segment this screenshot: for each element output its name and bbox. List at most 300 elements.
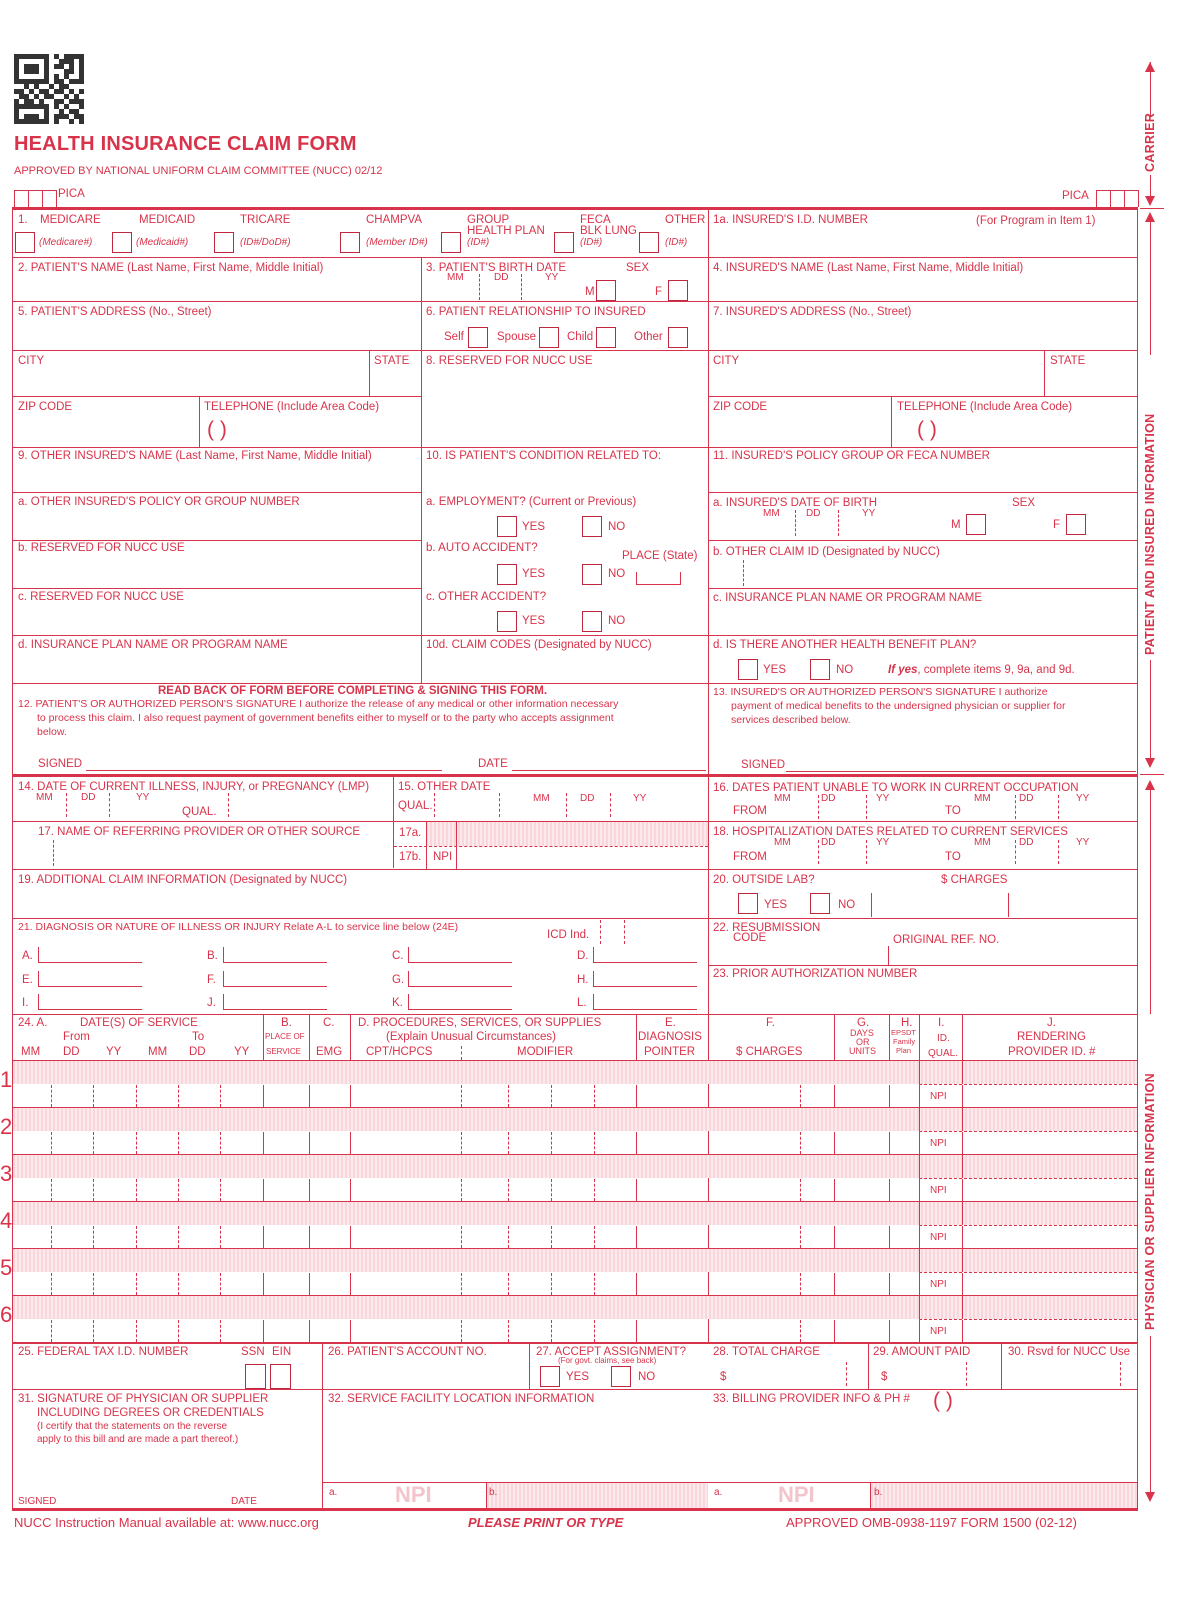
another-plan-no-checkbox[interactable] <box>810 659 830 680</box>
box24c-label: EMG <box>316 1046 343 1058</box>
box22-code-label: CODE <box>733 932 767 944</box>
box25-ssn-label: SSN <box>241 1346 265 1358</box>
insured-plan-name-input[interactable] <box>710 607 1136 633</box>
accept-assignment-yes-label: YES <box>566 1371 590 1383</box>
other-accident-no-checkbox[interactable] <box>582 611 602 632</box>
box3-f-label: F <box>655 286 663 298</box>
outside-lab-charges-input[interactable] <box>873 892 1133 916</box>
champva-checkbox[interactable] <box>340 232 360 253</box>
patient-address-input[interactable] <box>14 322 418 348</box>
box24j-label-1: RENDERING <box>1017 1031 1087 1043</box>
box14-dd: DD <box>81 792 96 803</box>
box24c-letter: C. <box>323 1017 335 1029</box>
current-illness-date-input[interactable] <box>20 800 390 818</box>
insured-zip-label: ZIP CODE <box>713 401 768 413</box>
service-line-npi-label: NPI <box>930 1326 947 1337</box>
diagnosis-code-input[interactable] <box>593 947 697 963</box>
insured-city-label: CITY <box>713 355 740 367</box>
relationship-self-label: Self <box>444 331 464 343</box>
box11a-m-label: M <box>951 519 961 531</box>
box11a-mm: MM <box>763 508 780 519</box>
box18-from-dd: DD <box>821 837 836 848</box>
box20-label: 20. OUTSIDE LAB? <box>713 874 815 886</box>
another-plan-instruction: If yes, complete items 9, 9a, and 9d. <box>888 664 1075 676</box>
box8-label: 8. RESERVED FOR NUCC USE <box>426 355 593 367</box>
referring-npi-input[interactable] <box>458 848 706 868</box>
service-line-qualifier-input[interactable] <box>963 1061 1136 1084</box>
billing-provider-npi-input[interactable] <box>725 1484 869 1506</box>
box11a-f-label: F <box>1053 519 1061 531</box>
diagnosis-letter-label: B. <box>207 950 218 962</box>
insured-state-label: STATE <box>1050 355 1086 367</box>
service-line-shaded-input[interactable] <box>14 1061 918 1084</box>
program-medicaid-label: MEDICAID <box>139 214 196 226</box>
icd-indicator-input[interactable] <box>602 924 623 942</box>
other-accident-no-label: NO <box>608 615 626 627</box>
box24f-label: $ CHARGES <box>736 1046 803 1058</box>
diagnosis-letter-label: J. <box>207 997 216 1009</box>
accept-assignment-no-label: NO <box>638 1371 656 1383</box>
side-label-patient-insured: PATIENT AND INSURED INFORMATION <box>1143 413 1157 655</box>
service-line-qualifier-input[interactable] <box>963 1249 1136 1272</box>
referring-provider-input[interactable] <box>14 842 390 866</box>
patient-zip-input[interactable] <box>14 416 194 444</box>
total-charge-input[interactable] <box>730 1364 865 1386</box>
patient-sex-m-checkbox[interactable] <box>596 280 616 301</box>
box19-label: 19. ADDITIONAL CLAIM INFORMATION (Designated by NUCC) <box>18 874 348 886</box>
hospitalization-to-input[interactable] <box>970 848 1130 866</box>
medicare-checkbox[interactable] <box>15 232 35 253</box>
box3-yy: YY <box>545 272 559 283</box>
box29-dollar: $ <box>881 1371 888 1383</box>
accept-assignment-no-checkbox[interactable] <box>611 1366 631 1387</box>
another-plan-yes-label: YES <box>763 664 787 676</box>
another-plan-yes-checkbox[interactable] <box>738 659 758 680</box>
box17b-npi-label: NPI <box>433 851 453 863</box>
diagnosis-letter-label: E. <box>22 974 33 986</box>
other-date-input[interactable] <box>436 800 706 818</box>
service-line-number: 4 <box>0 1208 13 1233</box>
insured-sex-m-checkbox[interactable] <box>966 514 986 535</box>
patient-phone-label: TELEPHONE (Include Area Code) <box>204 401 380 413</box>
patient-phone-input[interactable] <box>201 416 419 444</box>
diagnosis-letter-label: C. <box>392 950 404 962</box>
form-title: HEALTH INSURANCE CLAIM FORM <box>14 133 357 155</box>
box11c-label: c. INSURANCE PLAN NAME OR PROGRAM NAME <box>713 592 983 604</box>
box16-to-yy: YY <box>1076 793 1090 804</box>
relationship-other-label: Other <box>634 331 663 343</box>
box15-yy: YY <box>633 793 647 804</box>
diagnosis-letter-label: F. <box>207 974 216 986</box>
insured-name-input[interactable] <box>710 277 1136 301</box>
champva-id-hint: (Member ID#) <box>366 237 428 248</box>
box3-mm: MM <box>447 272 464 283</box>
diagnosis-letter-label: G. <box>392 974 405 986</box>
box24-from-dd: DD <box>63 1046 80 1058</box>
box24-to-dd: DD <box>189 1046 206 1058</box>
box11a-label: a. INSURED'S DATE OF BIRTH <box>713 497 878 509</box>
box14-qual-label: QUAL. <box>182 806 217 818</box>
other-insured-policy-input[interactable] <box>14 512 418 538</box>
federal-tax-id-input[interactable] <box>14 1362 240 1388</box>
rendering-provider-npi-input[interactable] <box>963 1179 1136 1201</box>
outside-lab-yes-checkbox[interactable] <box>738 893 758 914</box>
reserved-nucc-8-input[interactable] <box>424 370 706 444</box>
box24g-label-2: OR <box>856 1037 870 1047</box>
box18-to-dd: DD <box>1019 837 1034 848</box>
resubmission-code-input[interactable] <box>710 946 886 964</box>
box32a-npi-watermark: NPI <box>395 1482 432 1507</box>
rendering-provider-npi-input[interactable] <box>963 1226 1136 1248</box>
reserved-nucc-9c-input[interactable] <box>14 606 418 634</box>
insured-policy-group-input[interactable] <box>710 465 1136 491</box>
service-line-number: 5 <box>0 1255 13 1280</box>
box15-dd: DD <box>580 793 595 804</box>
box13-text-line1: 13. INSURED'S OR AUTHORIZED PERSON'S SIGNATURE I authorize <box>713 686 1048 698</box>
service-line-npi-label: NPI <box>930 1138 947 1149</box>
patient-state-input[interactable] <box>371 370 419 394</box>
service-line-shaded-input[interactable] <box>14 1108 918 1131</box>
box4-label: 4. INSURED'S NAME (Last Name, First Name, Middle Initial) <box>713 262 1024 274</box>
reserved-nucc-9b-input[interactable] <box>14 558 418 586</box>
billing-provider-phone-input[interactable] <box>930 1390 1130 1414</box>
box16-from-label: FROM <box>733 805 767 817</box>
box10b-place-label: PLACE (State) <box>622 550 698 562</box>
feca-checkbox[interactable] <box>554 232 574 253</box>
service-line-shaded-input[interactable] <box>14 1296 918 1319</box>
box24b-label-1: PLACE OF <box>265 1032 305 1041</box>
box32-label: 32. SERVICE FACILITY LOCATION INFORMATION <box>328 1393 595 1405</box>
insured-birth-date-input[interactable] <box>740 520 940 538</box>
diagnosis-code-input[interactable] <box>408 994 512 1010</box>
box24e-label-2: POINTER <box>644 1046 696 1058</box>
service-line-qualifier-input[interactable] <box>963 1108 1136 1131</box>
service-line-shaded-input[interactable] <box>14 1249 918 1272</box>
other-insured-name-input[interactable] <box>14 465 418 491</box>
diagnosis-code-input[interactable] <box>38 947 142 963</box>
diagnosis-code-input[interactable] <box>223 971 327 987</box>
box16-to-label: TO <box>945 805 961 817</box>
relationship-spouse-label: Spouse <box>497 331 537 343</box>
service-line-shaded-input[interactable] <box>14 1202 918 1225</box>
pica-right-label: PICA <box>1062 190 1089 202</box>
box12-signed-label: SIGNED <box>38 758 83 770</box>
box13-text-line2: payment of medical benefits to the undersigned physician or supplier for <box>731 700 1066 712</box>
additional-claim-info-input[interactable] <box>14 890 706 916</box>
pica-left-boxes[interactable] <box>14 190 56 207</box>
box24j-letter: J. <box>1047 1017 1056 1029</box>
box3-m-label: M <box>585 286 595 298</box>
box24e-letter: E. <box>665 1017 676 1029</box>
service-line-npi-label: NPI <box>930 1091 947 1102</box>
service-line-input[interactable] <box>14 1179 918 1201</box>
employment-no-checkbox[interactable] <box>582 516 602 537</box>
patient-name-input[interactable] <box>14 277 418 301</box>
auto-accident-no-label: NO <box>608 568 626 580</box>
rendering-provider-npi-input[interactable] <box>963 1085 1136 1107</box>
accident-state-input[interactable] <box>636 572 681 585</box>
box9a-label: a. OTHER INSURED'S POLICY OR GROUP NUMBER <box>18 496 300 508</box>
box18-from-yy: YY <box>876 837 890 848</box>
tricare-id-hint: (ID#/DoD#) <box>240 237 291 248</box>
rendering-provider-npi-input[interactable] <box>963 1132 1136 1154</box>
diagnosis-code-input[interactable] <box>38 971 142 987</box>
relationship-child-label: Child <box>567 331 594 343</box>
insured-sex-f-checkbox[interactable] <box>1066 514 1086 535</box>
program-medicare-label: MEDICARE <box>40 214 101 226</box>
outside-lab-no-checkbox[interactable] <box>810 893 830 914</box>
box24-from-label: From <box>63 1031 90 1043</box>
service-line-shaded-input[interactable] <box>14 1155 918 1178</box>
box33b-label: b. <box>874 1487 883 1498</box>
box18-from-label: FROM <box>733 851 767 863</box>
qr-code <box>14 54 84 124</box>
box24f-letter: F. <box>766 1017 775 1029</box>
auto-accident-yes-checkbox[interactable] <box>497 564 517 585</box>
box10d-label: 10d. CLAIM CODES (Designated by NUCC) <box>426 639 652 651</box>
service-line-input[interactable] <box>14 1273 918 1295</box>
box11b-label: b. OTHER CLAIM ID (Designated by NUCC) <box>713 546 940 558</box>
medicare-id-hint: (Medicare#) <box>39 237 93 248</box>
box24d-cpt-label: CPT/HCPCS <box>366 1046 433 1058</box>
box11-label: 11. INSURED'S POLICY GROUP OR FECA NUMBER <box>713 450 990 462</box>
box30-label: 30. Rsvd for NUCC Use <box>1008 1346 1131 1358</box>
side-label-carrier: CARRIER <box>1143 112 1157 172</box>
box32b-label: b. <box>489 1487 498 1498</box>
diagnosis-code-input[interactable] <box>223 994 327 1010</box>
diagnosis-letter-label: H. <box>577 974 589 986</box>
diagnosis-letter-label: A. <box>22 950 33 962</box>
box31-line2: INCLUDING DEGREES OR CREDENTIALS <box>37 1407 264 1419</box>
footer-print-notice: PLEASE PRINT OR TYPE <box>468 1515 624 1530</box>
box24i-label-2: QUAL. <box>928 1048 959 1059</box>
tricare-checkbox[interactable] <box>214 232 234 253</box>
box24-from-mm: MM <box>21 1046 41 1058</box>
employment-yes-label: YES <box>522 521 546 533</box>
service-line-input[interactable] <box>14 1226 918 1248</box>
diagnosis-code-input[interactable] <box>408 971 512 987</box>
box24h-label-1: EPSDT <box>891 1028 917 1037</box>
insured-phone-label: TELEPHONE (Include Area Code) <box>897 401 1073 413</box>
program-group-label: GROUP <box>467 214 510 226</box>
box12-text-line2: to process this claim. I also request payment of government benefits either to myself or to the party who accepts assignment <box>37 712 614 724</box>
side-label-physician-supplier: PHYSICIAN OR SUPPLIER INFORMATION <box>1143 1073 1157 1330</box>
box32a-label: a. <box>329 1487 338 1498</box>
insured-phone-input[interactable] <box>893 416 1136 444</box>
box28-dollar: $ <box>720 1371 727 1383</box>
approved-line: APPROVED BY NATIONAL UNIFORM CLAIM COMMITTEE (NUCC) 02/12 <box>14 165 383 177</box>
service-line-qualifier-input[interactable] <box>963 1296 1136 1319</box>
diagnosis-code-input[interactable] <box>408 947 512 963</box>
box24g-letter: G. <box>857 1017 870 1029</box>
pica-right-boxes[interactable] <box>1096 190 1138 207</box>
box31-date-label: DATE <box>231 1496 257 1507</box>
service-line-qualifier-input[interactable] <box>963 1202 1136 1225</box>
box29-label: 29. AMOUNT PAID <box>873 1346 971 1358</box>
box31-line1: 31. SIGNATURE OF PHYSICIAN OR SUPPLIER <box>18 1393 269 1405</box>
ssn-checkbox[interactable] <box>245 1364 266 1389</box>
original-ref-input[interactable] <box>890 946 1134 964</box>
other-claim-id-input[interactable] <box>710 560 1136 586</box>
auto-accident-no-checkbox[interactable] <box>582 564 602 585</box>
service-line-input[interactable] <box>14 1320 918 1342</box>
other-accident-yes-checkbox[interactable] <box>497 611 517 632</box>
box9d-label: d. INSURANCE PLAN NAME OR PROGRAM NAME <box>18 639 288 651</box>
program-feca-label-2: BLK LUNG <box>580 225 637 237</box>
box2-label: 2. PATIENT'S NAME (Last Name, First Name, Middle Initial) <box>18 262 324 274</box>
service-facility-input[interactable] <box>324 1408 706 1480</box>
box20-charges-label: $ CHARGES <box>941 874 1008 886</box>
box12-text-line1: 12. PATIENT'S OR AUTHORIZED PERSON'S SIGNATURE I authorize the release of any medical or other information necessary <box>18 698 619 710</box>
service-line-qualifier-input[interactable] <box>963 1155 1136 1178</box>
box24d-sublabel: (Explain Unusual Circumstances) <box>386 1031 557 1043</box>
box11d-label: d. IS THERE ANOTHER HEALTH BENEFIT PLAN? <box>713 639 977 651</box>
physician-signature-input[interactable] <box>14 1450 320 1494</box>
service-line-number: 6 <box>0 1302 13 1327</box>
box24b-label-2: SERVICE <box>266 1047 301 1056</box>
insured-state-input[interactable] <box>1046 370 1134 394</box>
service-line-npi-label: NPI <box>930 1232 947 1243</box>
patient-zip-label: ZIP CODE <box>18 401 73 413</box>
patient-phone-parens: ( ) <box>207 418 227 441</box>
reserved-nucc-30-input[interactable] <box>1003 1364 1135 1386</box>
service-line-input[interactable] <box>14 1132 918 1154</box>
outside-lab-no-label: NO <box>838 899 856 911</box>
box5-label: 5. PATIENT'S ADDRESS (No., Street) <box>18 306 212 318</box>
patient-city-label: CITY <box>18 355 45 367</box>
diagnosis-code-input[interactable] <box>223 947 327 963</box>
diagnosis-letter-label: L. <box>577 997 587 1009</box>
accept-assignment-yes-checkbox[interactable] <box>540 1366 560 1387</box>
box24b-letter: B. <box>281 1017 292 1029</box>
other-insured-plan-name-input[interactable] <box>14 654 418 680</box>
box12-date-label: DATE <box>478 758 508 770</box>
diagnosis-code-input[interactable] <box>38 994 142 1010</box>
box10a-label: a. EMPLOYMENT? (Current or Previous) <box>426 496 637 508</box>
box3-label: 3. PATIENT'S BIRTH DATE <box>426 262 567 274</box>
service-line-input[interactable] <box>14 1085 918 1107</box>
ein-checkbox[interactable] <box>270 1364 291 1389</box>
insured-phone-parens: ( ) <box>917 418 937 441</box>
program-group-label-2: HEALTH PLAN <box>467 225 545 237</box>
box10b-label: b. AUTO ACCIDENT? <box>426 542 538 554</box>
box27-label: 27. ACCEPT ASSIGNMENT? <box>536 1346 686 1358</box>
patient-birth-date-input[interactable] <box>440 283 590 301</box>
box31-line4: apply to this bill and are made a part thereof.) <box>37 1434 239 1445</box>
auto-accident-yes-label: YES <box>522 568 546 580</box>
rendering-provider-npi-input[interactable] <box>963 1273 1136 1295</box>
box14-label: 14. DATE OF CURRENT ILLNESS, INJURY, or PREGNANCY (LMP) <box>18 781 370 793</box>
box24-from-yy: YY <box>106 1046 122 1058</box>
box17a-label: 17a. <box>399 827 422 839</box>
box18-to-mm: MM <box>974 837 991 848</box>
box17b-label: 17b. <box>399 851 422 863</box>
box24-dates-label: DATE(S) OF SERVICE <box>80 1017 198 1029</box>
relationship-other-checkbox[interactable] <box>668 327 688 348</box>
box13-signed-label: SIGNED <box>741 759 786 771</box>
icd-indicator-label: ICD Ind. <box>547 929 590 941</box>
relationship-child-checkbox[interactable] <box>596 327 616 348</box>
service-facility-npi-input[interactable] <box>340 1484 484 1506</box>
relationship-self-checkbox[interactable] <box>468 327 488 348</box>
box16-to-mm: MM <box>974 793 991 804</box>
box21-label: 21. DIAGNOSIS OR NATURE OF ILLNESS OR INJURY Relate A-L to service line below (24E) <box>18 921 459 933</box>
box25-label: 25. FEDERAL TAX I.D. NUMBER <box>18 1346 189 1358</box>
insured-signature-input[interactable] <box>786 751 1136 771</box>
other-program-checkbox[interactable] <box>639 232 659 253</box>
box1-number: 1. <box>18 214 28 226</box>
insured-city-input[interactable] <box>710 370 1042 394</box>
box31-line3: (I certify that the statements on the reverse <box>37 1421 228 1432</box>
service-line-number: 1 <box>0 1067 13 1092</box>
insured-id-input[interactable] <box>710 228 1136 256</box>
program-champva-label: CHAMPVA <box>366 214 423 226</box>
rendering-provider-npi-input[interactable] <box>963 1320 1136 1342</box>
insured-zip-input[interactable] <box>710 416 888 444</box>
patient-city-input[interactable] <box>14 370 366 394</box>
box16-from-yy: YY <box>876 793 890 804</box>
box24j-label-2: PROVIDER ID. # <box>1008 1046 1096 1058</box>
diagnosis-code-input[interactable] <box>593 994 697 1010</box>
box26-label: 26. PATIENT'S ACCOUNT NO. <box>328 1346 487 1358</box>
billing-provider-other-id-input[interactable] <box>885 1484 1135 1506</box>
service-line-number: 2 <box>0 1114 13 1139</box>
patient-account-input[interactable] <box>324 1362 524 1388</box>
hospitalization-from-input[interactable] <box>770 848 930 866</box>
insured-address-input[interactable] <box>710 322 1136 348</box>
box3-sex-label: SEX <box>626 262 650 274</box>
box14-yy: YY <box>136 792 150 803</box>
box9-label: 9. OTHER INSURED'S NAME (Last Name, First Name, Middle Initial) <box>18 450 372 462</box>
box22-label: 22. RESUBMISSION <box>713 922 821 934</box>
box3-dd: DD <box>494 272 509 283</box>
box16-label: 16. DATES PATIENT UNABLE TO WORK IN CURRENT OCCUPATION <box>713 782 1079 794</box>
box11a-sex-label: SEX <box>1012 497 1036 509</box>
group-health-plan-checkbox[interactable] <box>441 232 461 253</box>
box13-text-line3: services described below. <box>731 714 851 726</box>
unable-to-work-to-input[interactable] <box>970 803 1130 819</box>
diagnosis-letter-label: D. <box>577 950 589 962</box>
diagnosis-code-input[interactable] <box>593 971 697 987</box>
employment-yes-checkbox[interactable] <box>497 516 517 537</box>
medicaid-checkbox[interactable] <box>112 232 132 253</box>
box10-label: 10. IS PATIENT'S CONDITION RELATED TO: <box>426 450 662 462</box>
claim-codes-input[interactable] <box>424 654 706 680</box>
box15-mm: MM <box>533 793 550 804</box>
box17a-input[interactable] <box>458 823 706 845</box>
box10c-label: c. OTHER ACCIDENT? <box>426 591 547 603</box>
box24-to-yy: YY <box>234 1046 250 1058</box>
patient-sex-f-checkbox[interactable] <box>668 280 688 301</box>
patient-signature-date-input[interactable] <box>512 750 706 770</box>
box33-label: 33. BILLING PROVIDER INFO & PH # <box>713 1393 910 1405</box>
box18-from-mm: MM <box>774 837 791 848</box>
box25-ein-label: EIN <box>272 1346 292 1358</box>
box24-to-mm: MM <box>148 1046 168 1058</box>
box24g-label-3: UNITS <box>849 1046 876 1056</box>
patient-signature-input[interactable] <box>86 750 442 770</box>
prior-authorization-input[interactable] <box>710 984 1134 1010</box>
box17-label: 17. NAME OF REFERRING PROVIDER OR OTHER SOURCE <box>38 826 361 838</box>
amount-paid-input[interactable] <box>890 1364 998 1386</box>
box9b-label: b. RESERVED FOR NUCC USE <box>18 542 185 554</box>
box6-label: 6. PATIENT RELATIONSHIP TO INSURED <box>426 306 646 318</box>
relationship-spouse-checkbox[interactable] <box>539 327 559 348</box>
box16-from-mm: MM <box>774 793 791 804</box>
billing-provider-info-input[interactable] <box>710 1412 1134 1480</box>
service-facility-other-id-input[interactable] <box>500 1484 706 1506</box>
unable-to-work-from-input[interactable] <box>770 803 930 819</box>
